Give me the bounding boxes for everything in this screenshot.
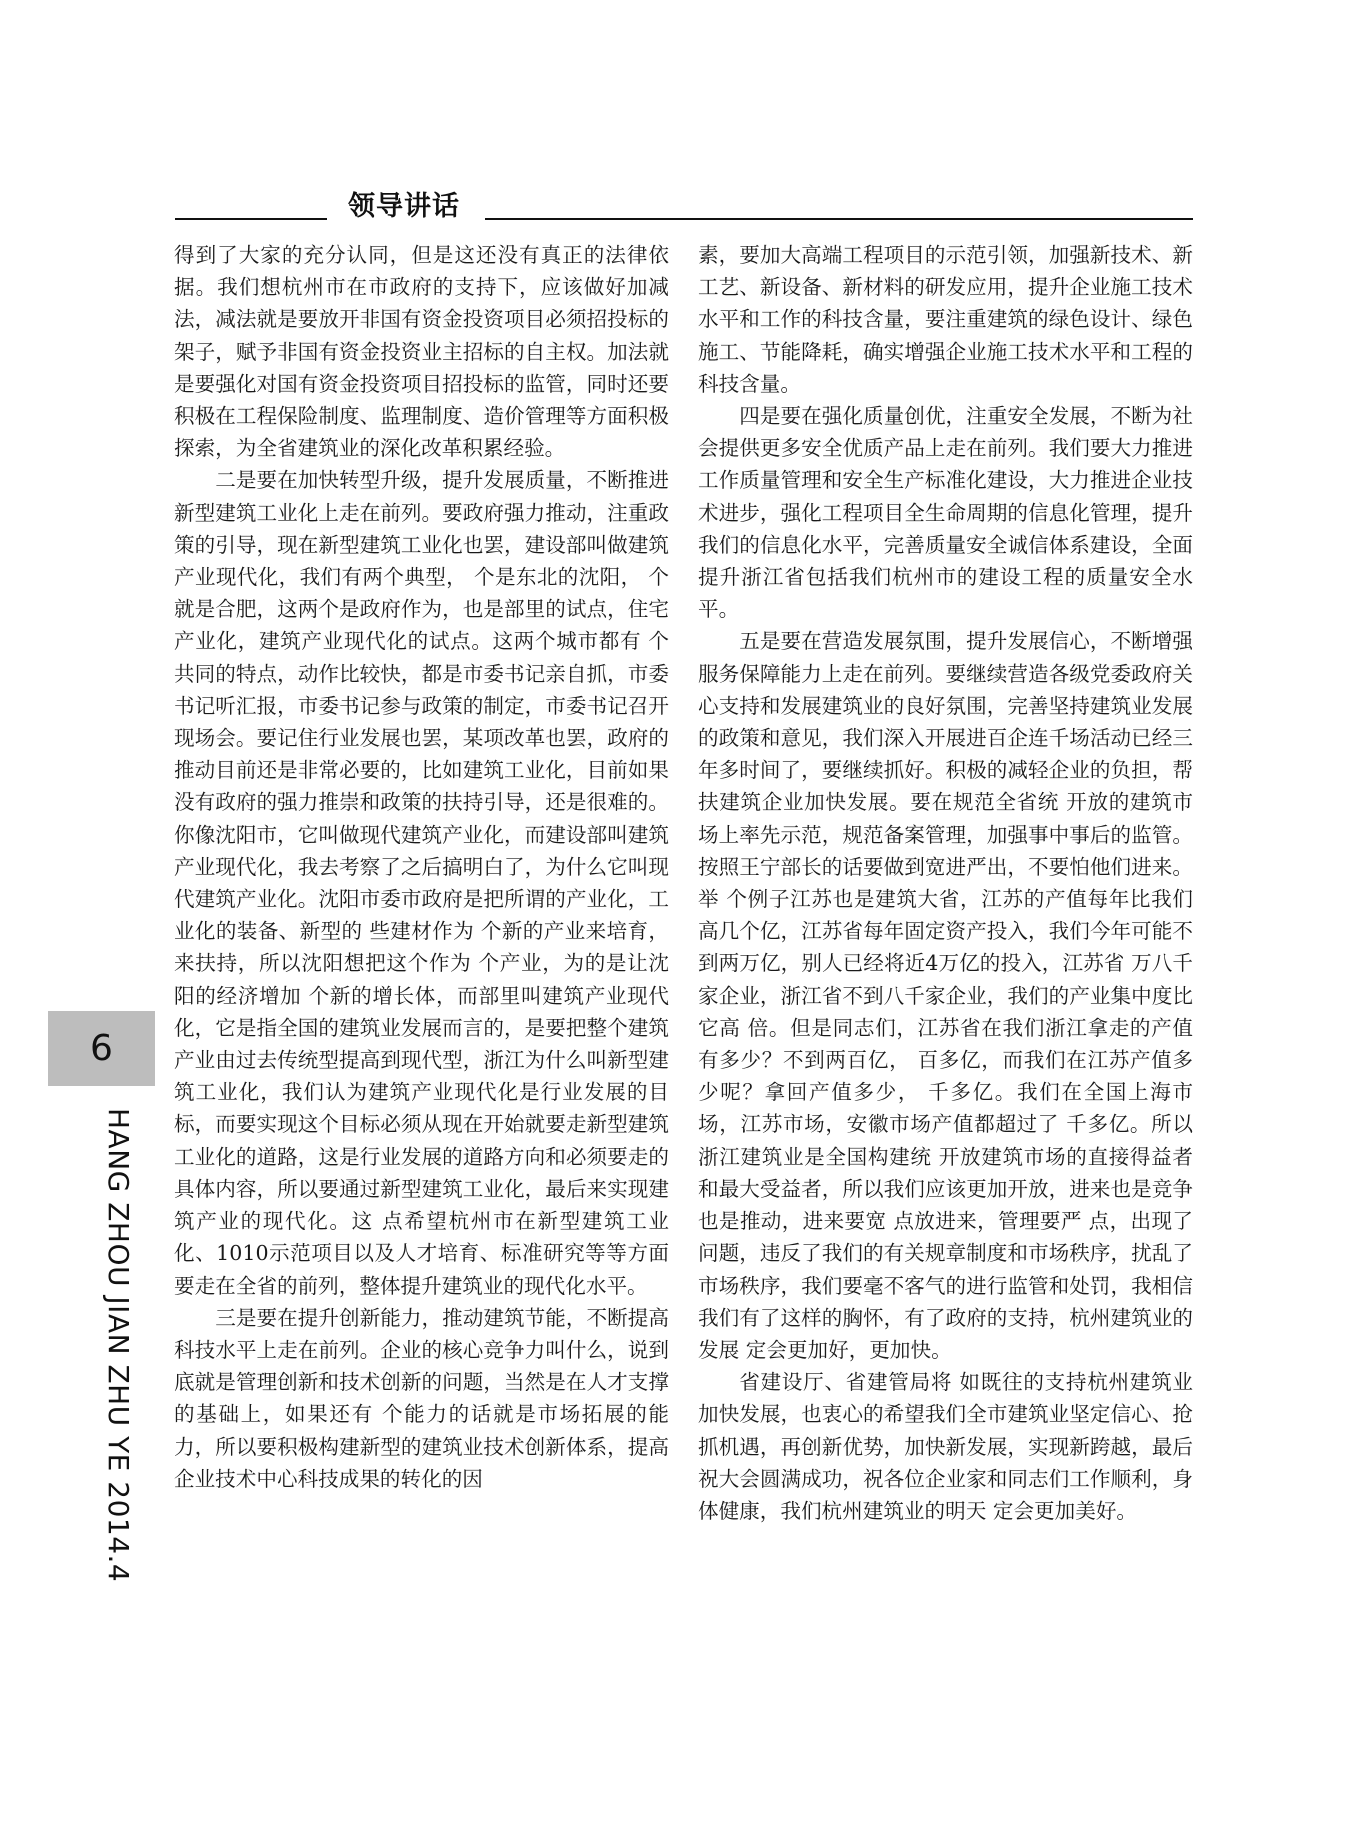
paragraph: 五是要在营造发展氛围，提升发展信心，不断增强服务保障能力上走在前列。要继续营造各级党委政府关心支持和发展建筑业的良好氛围，完善坚持建筑业发展的政策和意见，我们深入开展进百企连千场活动已经三年多时间了，要继续抓好。积极的减轻企业的负担，帮扶建筑企业加快发展。要在规范全省统 开放的建筑市场上率先示范，规范备案管理，加强事中事后的监管。按照王宁部长的话要做到宽进严出，不要怕他们进来。举 个例子江苏也是建筑大省，江苏的产值每年比我们高几个亿，江苏省每年固定资产投入，我们今年可能不到两万亿，别人已经将近4万亿的投入，江苏省 万八千家企业，浙江省不到八千家企业，我们的产业集中度比它高 倍。但是同志们，江苏省在我们浙江拿走的产值有多少？不到两百亿， 百多亿，而我们在江苏产值多少呢？拿回产值多少， 千多亿。我们在全国上海市场，江苏市场，安徽市场产值都超过了 千多亿。所以浙江建筑业是全国构建统 开放建筑市场的直接得益者和最大受益者，所以我们应该更加开放，进来也是竞争也是推动，进来要宽 点放进来，管理要严 点，出现了问题，违反了我们的有关规章制度和市场秩序，扰乱了市场秩序，我们要毫不客气的进行监管和处罚，我相信我们有了这样的胸怀，有了政府的支持，杭州建筑业的发展 定会更加好，更加快。 (698, 629, 1193, 1362)
paragraph: 素，要加大高端工程项目的示范引领，加强新技术、新工艺、新设备、新材料的研发应用，提升企业施工技术水平和工作的科技含量，要注重建筑的绿色设计、绿色施工、节能降耗，确实增强企业施工技术水平和工程的科技含量。 (698, 243, 1193, 396)
page-number-box (48, 1011, 155, 1086)
paragraph: 二是要在加快转型升级，提升发展质量，不断推进新型建筑工业化上走在前列。要政府强力推动，注重政策的引导，现在新型建筑工业化也罢，建设部叫做建筑产业现代化，我们有两个典型， 个是东北的沈阳， 个就是合肥，这两个是政府作为，也是部里的试点，住宅产业化，建筑产业现代化的试点。这两个城市都有 个共同的特点，动作比较快，都是市委书记亲自抓，市委书记听汇报，市委书记参与政策的制定，市委书记召开现场会。要记住行业发展也罢，某项改革也罢，政府的推动目前还是非常必要的，比如建筑工业化，目前如果没有政府的强力推崇和政策的扶持引导，还是很难的。你像沈阳市，它叫做现代建筑产业化，而建设部叫建筑产业现代化，我去考察了之后搞明白了，为什么它叫现代建筑产业化。沈阳市委市政府是把所谓的产业化，工业化的装备、新型的 些建材作为 个新的产业来培育，来扶持，所以沈阳想把这个作为 个产业，为的是让沈阳的经济增加 个新的增长体，而部里叫建筑产业现代化，它是指全国的建筑业发展而言的，是要把整个建筑产业由过去传统型提高到现代型，浙江为什么叫新型建筑工业化，我们认为建筑产业现代化是行业发展的目标，而要实现这个目标必须从现在开始就要走新型建筑工业化的道路，这是行业发展的道路方向和必须要走的具体内容，所以要通过新型建筑工业化，最后来实现建筑产业的现代化。这 点希望杭州市在新型建筑工业化、1010示范项目以及人才培育、标准研究等等方面要走在全省的前列，整体提升建筑业的现代化水平。 (174, 468, 669, 1298)
paragraph: 省建设厅、省建管局将 如既往的支持杭州建筑业加快发展，也衷心的希望我们全市建筑业坚定信心、抢抓机遇，再创新优势，加快新发展，实现新跨越，最后祝大会圆满成功，祝各位企业家和同志们工作顺利，身体健康，我们杭州建筑业的明天 定会更加美好。 (698, 1370, 1193, 1523)
header-rule-left (175, 218, 327, 220)
paragraph: 得到了大家的充分认同，但是这还没有真正的法律依据。我们想杭州市在市政府的支持下，应该做好加减法，减法就是要放开非国有资金投资项目必须招投标的架子，赋予非国有资金投资业主招标的自主权。加法就是要强化对国有资金投资项目招投标的监管，同时还要积极在工程保险制度、监理制度、造价管理等方面积极探索，为全省建筑业的深化改革积累经验。 (174, 243, 669, 461)
header-rule-right (485, 218, 1193, 220)
paragraph: 三是要在提升创新能力，推动建筑节能，不断提高科技水平上走在前列。企业的核心竞争力叫什么，说到底就是管理创新和技术创新的问题，当然是在人才支撑的基础上，如果还有 个能力的话就是市场拓展的能力，所以要积极构建新型的建筑业技术创新体系，提高企业技术中心科技成果的转化的因 (174, 1305, 669, 1491)
journal-name-vertical: HANG ZHOU JIAN ZHU YE 2014.4 (102, 1108, 135, 1583)
right-column (698, 239, 1193, 1527)
left-column (174, 239, 669, 1495)
paragraph: 四是要在强化质量创优，注重安全发展，不断为社会提供更多安全优质产品上走在前列。我们要大力推进工作质量管理和安全生产标准化建设，大力推进企业技术进步，强化工程项目全生命周期的信息化管理，提升我们的信息化水平，完善质量安全诚信体系建设，全面提升浙江省包括我们杭州市的建设工程的质量安全水平。 (698, 404, 1193, 622)
page-number: 6 (90, 1028, 113, 1069)
section-title: 领导讲话 (348, 191, 460, 222)
